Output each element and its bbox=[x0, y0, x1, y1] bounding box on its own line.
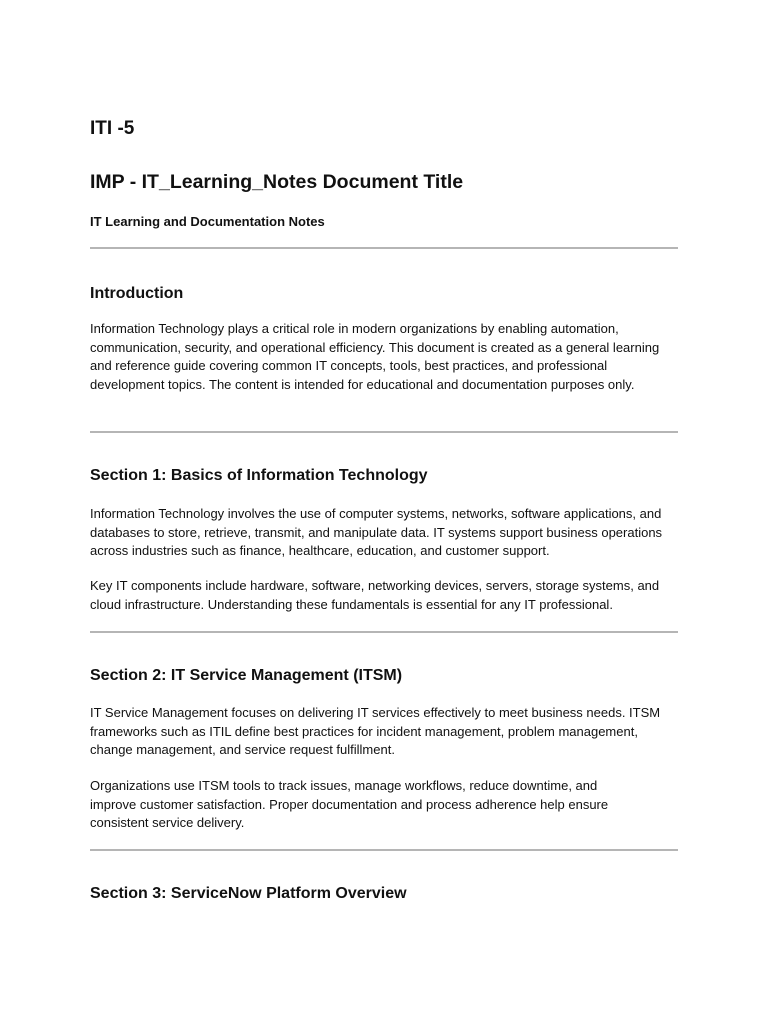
section-2-paragraph-1: IT Service Management focuses on delivering IT services effectively to meet business needs. ITSM frameworks such as ITIL define best practices for incident management, problem management, change management, and service request fulfillment. bbox=[90, 705, 661, 758]
divider bbox=[90, 431, 678, 433]
introduction-paragraph: Information Technology plays a critical role in modern organizations by enabling automation, communication, security, and operational efficiency. This document is created as a general learning and reference guide covering common IT concepts, tools, best practices, and professional development topics. The content is intended for educational and documentation purposes only. bbox=[90, 321, 660, 392]
section-1-paragraph-1: Information Technology involves the use of computer systems, networks, software applications, and databases to store, retrieve, transmit, and manipulate data. IT systems support business operations across industries such as finance, healthcare, education, and customer support. bbox=[90, 506, 663, 559]
document-id: ITI -5 bbox=[90, 118, 135, 139]
divider bbox=[90, 247, 678, 249]
divider bbox=[90, 631, 678, 633]
section-heading-itsm: Section 2: IT Service Management (ITSM) bbox=[90, 667, 403, 684]
section-heading-servicenow: Section 3: ServiceNow Platform Overview bbox=[90, 885, 407, 902]
section-heading-introduction: Introduction bbox=[90, 285, 184, 302]
section-2-paragraph-2: Organizations use ITSM tools to track issues, manage workflows, reduce downtime, and improve customer satisfaction. Proper documentation and process adherence help ensure consistent service delivery. bbox=[90, 778, 609, 831]
section-1-paragraph-2: Key IT components include hardware, software, networking devices, servers, storage systems, and cloud infrastructure. Understanding these fundamentals is essential for any IT professional. bbox=[90, 578, 660, 612]
document-subtitle: IT Learning and Documentation Notes bbox=[90, 214, 325, 229]
section-heading-basics: Section 1: Basics of Information Technology bbox=[90, 467, 428, 484]
divider bbox=[90, 849, 678, 851]
document-title: IMP - IT_Learning_Notes Document Title bbox=[90, 171, 464, 193]
